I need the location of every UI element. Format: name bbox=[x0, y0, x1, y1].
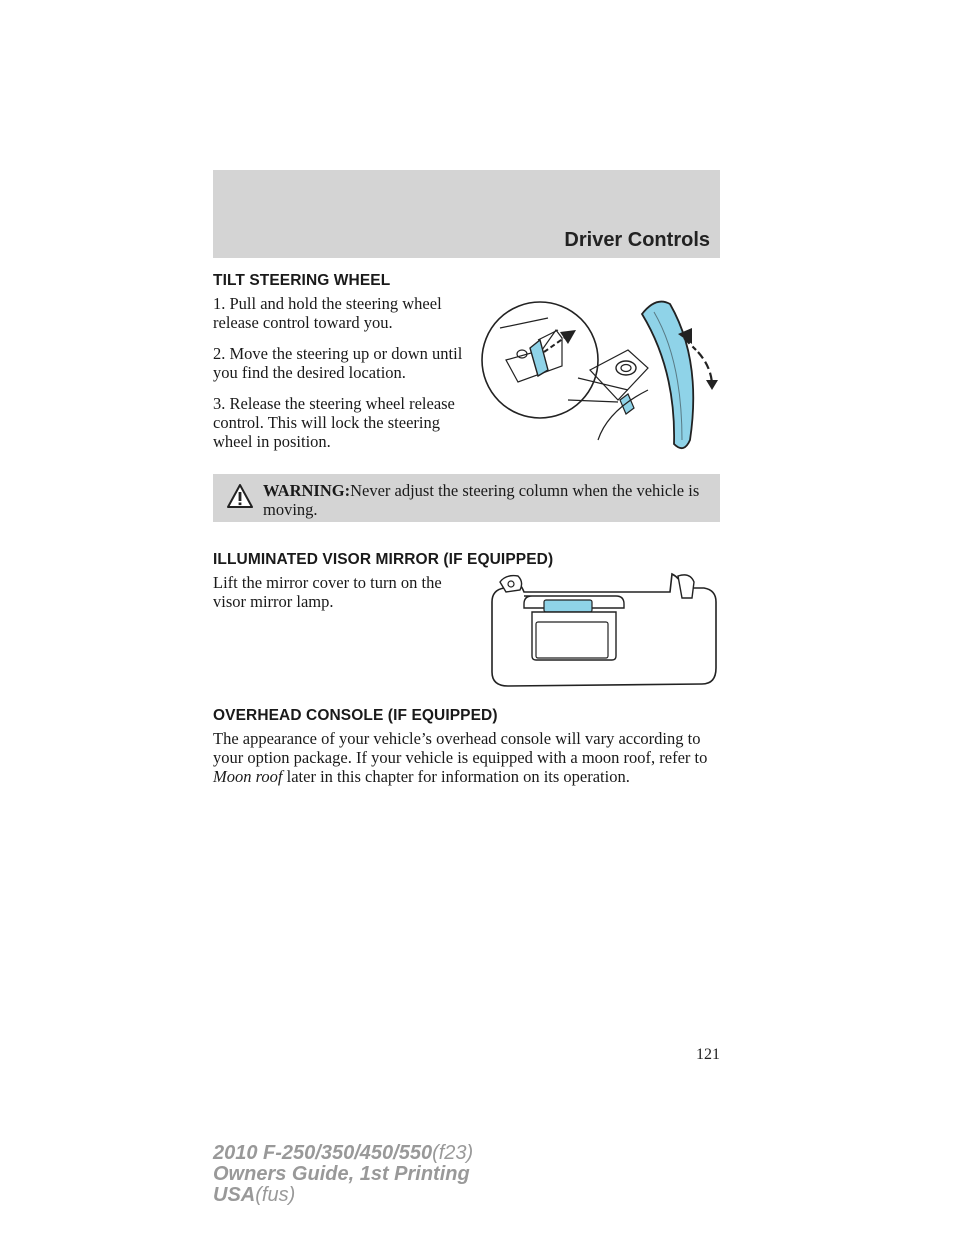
footer-line-1 bbox=[213, 1143, 473, 1164]
footer-line-2: Owners Guide, 1st Printing bbox=[213, 1163, 470, 1185]
tilt-step-3: 3. Release the steering wheel release control. This will lock the steering wheel in position. bbox=[213, 394, 455, 451]
moon-roof-reference: Moon roof bbox=[213, 767, 283, 786]
footer-model: 2010 F-250/350/450/550 bbox=[213, 1142, 433, 1164]
visor-heading: ILLUMINATED VISOR MIRROR (IF EQUIPPED) bbox=[213, 551, 554, 568]
section-title: Driver Controls bbox=[564, 229, 710, 251]
console-text bbox=[213, 729, 720, 786]
warning-triangle-icon bbox=[227, 483, 253, 509]
tilt-steps bbox=[213, 294, 471, 463]
console-heading: OVERHEAD CONSOLE (IF EQUIPPED) bbox=[213, 707, 498, 724]
console-text-after: later in this chapter for information on its operation. bbox=[286, 767, 630, 786]
console-text-before: The appearance of your vehicle’s overhead console will vary according to your option package. If your vehicle is equipped with a moon roof, refer to bbox=[213, 729, 708, 767]
header-band bbox=[213, 170, 720, 258]
tilt-step-1: 1. Pull and hold the steering wheel release control toward you. bbox=[213, 294, 442, 332]
footer-model-code: (f23) bbox=[432, 1142, 474, 1164]
footer-market: USA bbox=[213, 1184, 256, 1206]
footer-line-3 bbox=[213, 1185, 473, 1206]
page-number: 121 bbox=[696, 1046, 720, 1063]
warning-box bbox=[213, 474, 720, 522]
footer bbox=[213, 1143, 473, 1206]
tilt-step-2: 2. Move the steering up or down until you find the desired location. bbox=[213, 344, 463, 382]
warning-text bbox=[263, 481, 713, 519]
warning-message: Never adjust the steering column when the vehicle is moving. bbox=[263, 481, 700, 519]
visor-text: Lift the mirror cover to turn on the visor mirror lamp. bbox=[213, 573, 442, 611]
tilt-heading: TILT STEERING WHEEL bbox=[213, 272, 391, 289]
visor-mirror-illustration bbox=[484, 568, 720, 692]
footer-market-code: (fus) bbox=[255, 1184, 296, 1206]
warning-label: WARNING: bbox=[263, 481, 351, 500]
steering-wheel-illustration bbox=[478, 290, 728, 450]
